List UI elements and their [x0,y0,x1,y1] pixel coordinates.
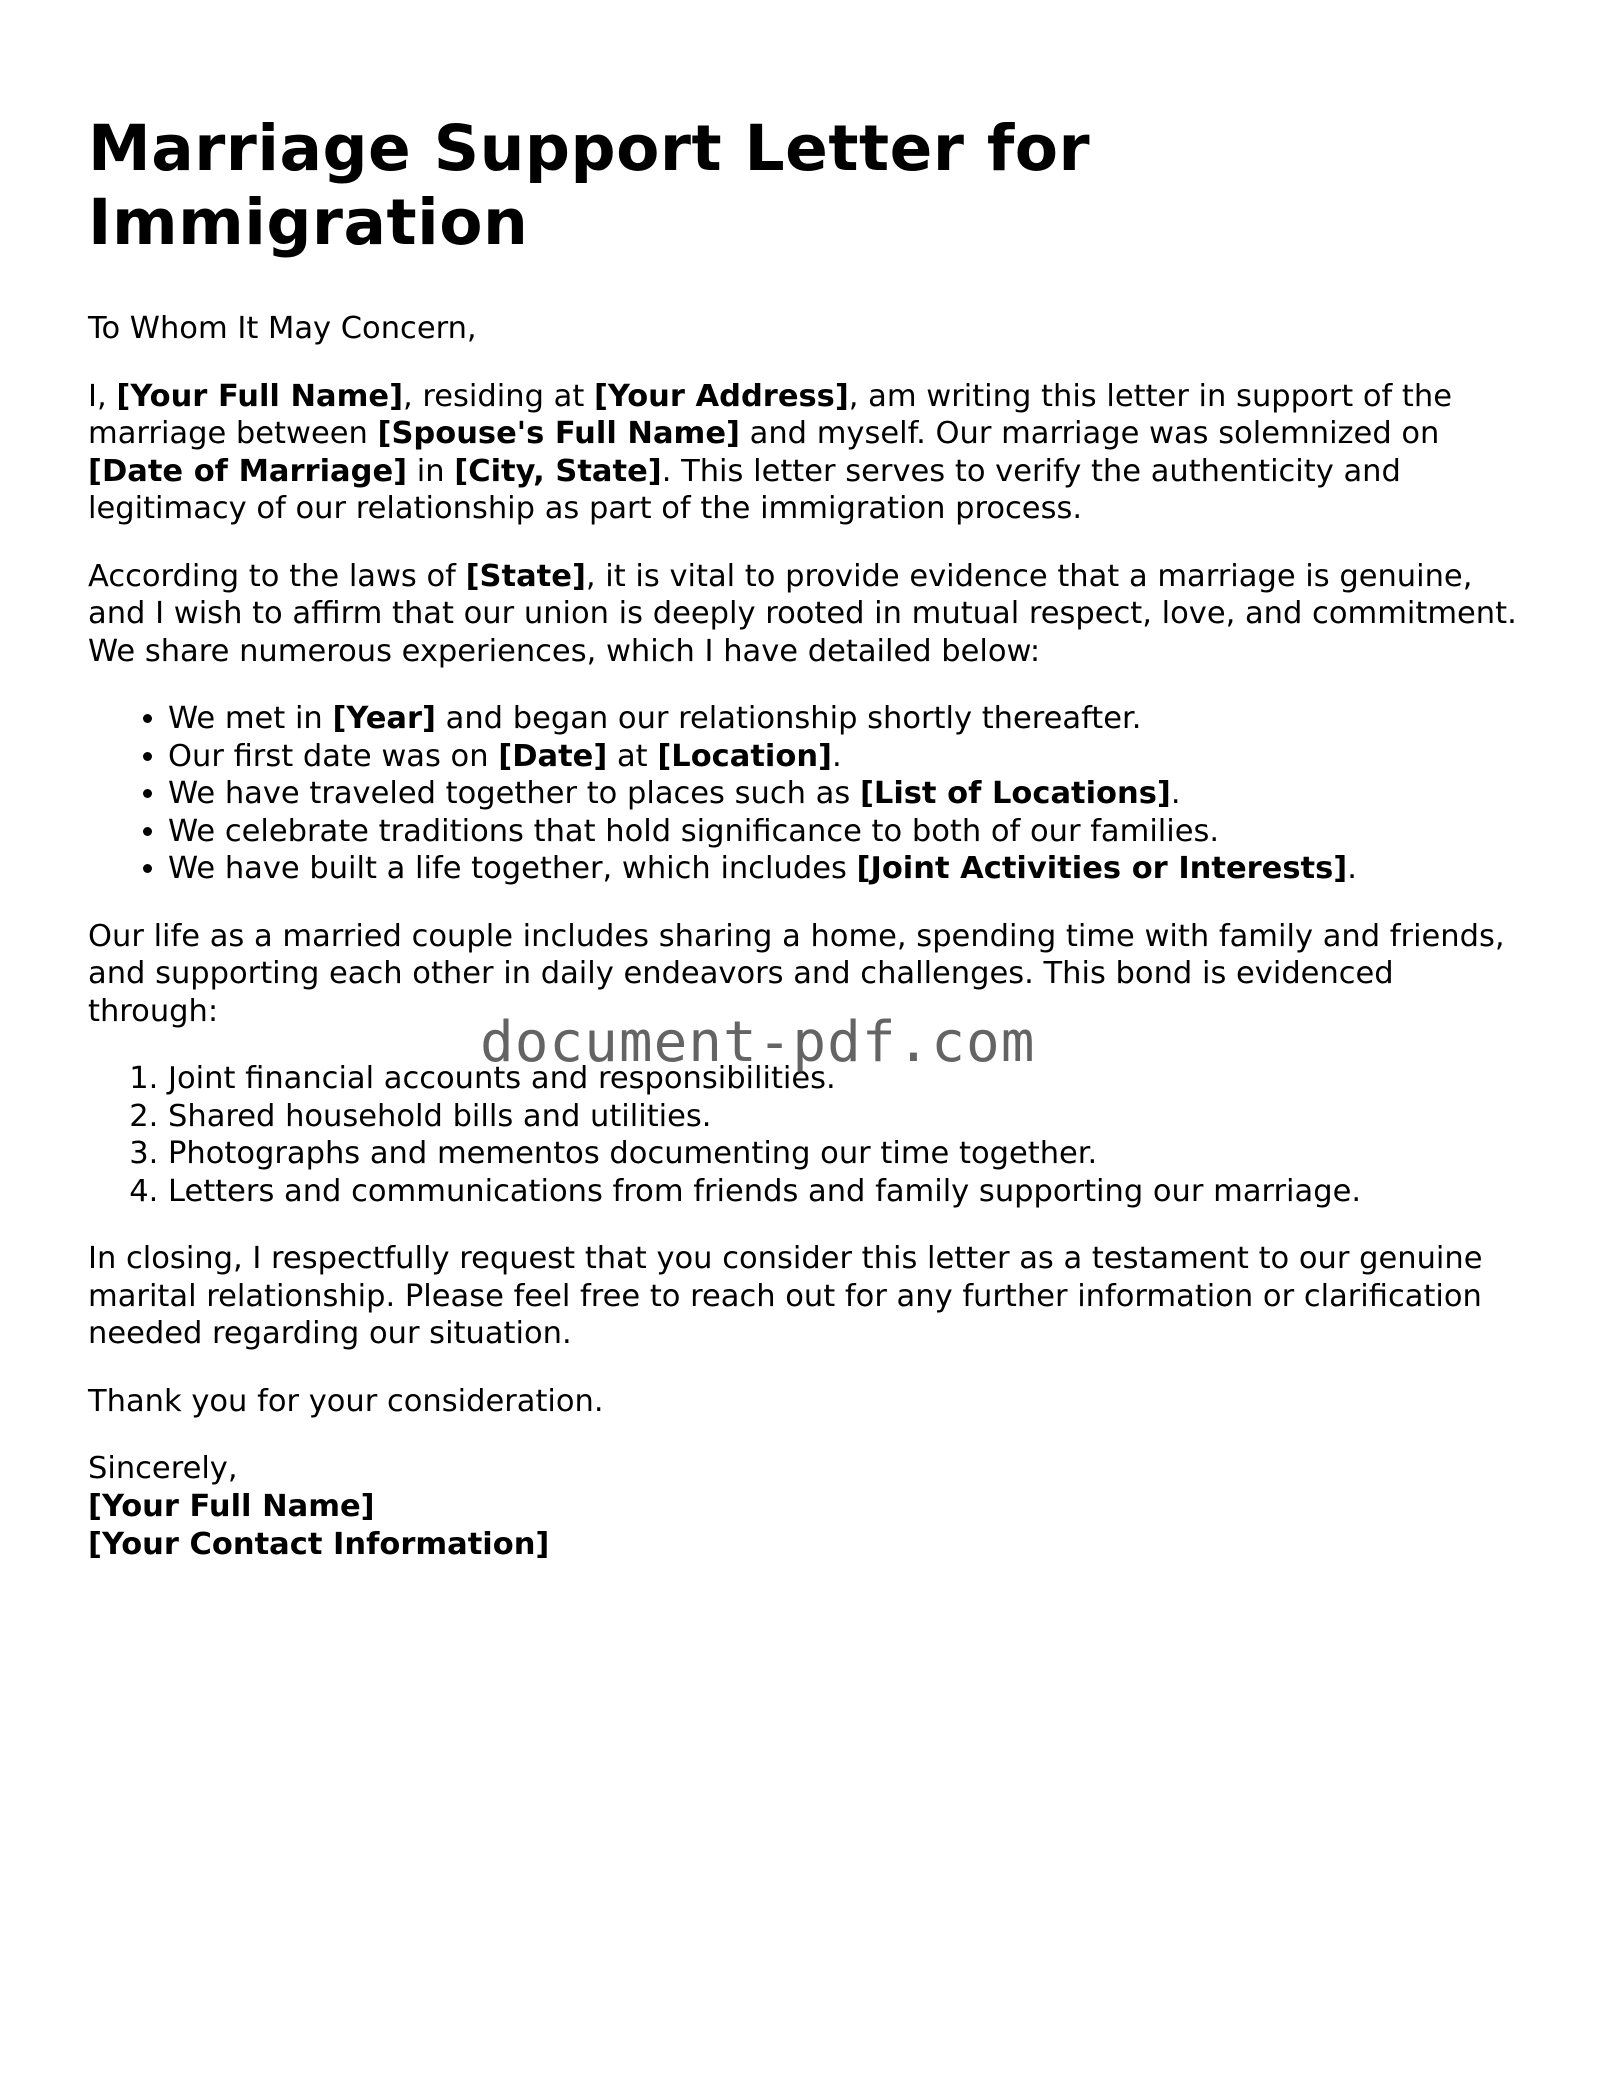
placeholder-marriage-date: [Date of Marriage] [88,453,408,489]
list-item: • We celebrate traditions that hold significance to both of our families. [168,813,1528,851]
placeholder-address: [Your Address] [593,378,849,414]
list-item: 2. Shared household bills and utilities. [168,1098,1528,1136]
laws-paragraph: According to the laws of [State], it is vital to provide evidence that a marriage is genuine, and I wish to affirm that our union is deeply rooted in mutual respect, love, and commitment. We share numerous experiences, which I have detailed below: [88,558,1517,669]
list-item: 4. Letters and communications from friends and family supporting our marriage. [168,1173,1528,1211]
life-paragraph: Our life as a married couple includes sharing a home, spending time with family and friends, and supporting each other in daily endeavors and challenges. This bond is evidenced through: [88,918,1505,1029]
list-item: • Our first date was on [Date] at [Location]. [168,738,1528,776]
intro-paragraph: I, [Your Full Name], residing at [Your Address], am writing this letter in support of the marriage between [Spouse's Full Name] and myself. Our marriage was solemnized on [Date of Marriage] in [City, State]. This letter serves to verify the authenticity and legitimacy of our relationship as part of the immigration process. [88,378,1452,526]
signature-block [88,1450,1528,1564]
list-item: • We have built a life together, which includes [Joint Activities or Interests]. [168,850,1528,888]
list-item: 3. Photographs and mementos documenting our time together. [168,1135,1528,1173]
experiences-list [88,700,1528,888]
placeholder-state: [State] [465,558,586,594]
list-item: • We have traveled together to places such as [List of Locations]. [168,775,1528,813]
placeholder-full-name: [Your Full Name] [116,378,404,414]
closing-paragraph: In closing, I respectfully request that you consider this letter as a testament to our genuine marital relationship. Please feel free to reach out for any further information or clarification needed regarding our situation. [88,1241,1483,1351]
salutation: To Whom It May Concern, [88,311,477,346]
evidence-list [88,1060,1528,1210]
placeholder-city-state: [City, State] [454,453,662,489]
watermark: document-pdf.com [480,1010,1036,1075]
list-item: • We met in [Year] and began our relationship shortly thereafter. [168,700,1528,738]
list-item: 1. Joint financial accounts and responsibilities. [168,1060,1528,1098]
letter-page [88,112,1528,1564]
signature-name: [Your Full Name] [88,1489,375,1524]
signature-contact: [Your Contact Information] [88,1527,550,1562]
placeholder-spouse-name: [Spouse's Full Name] [377,416,740,451]
signoff: Sincerely, [88,1451,238,1486]
thanks-line: Thank you for your consideration. [88,1383,604,1419]
page-title: Marriage Support Letter for Immigration [88,112,1091,259]
